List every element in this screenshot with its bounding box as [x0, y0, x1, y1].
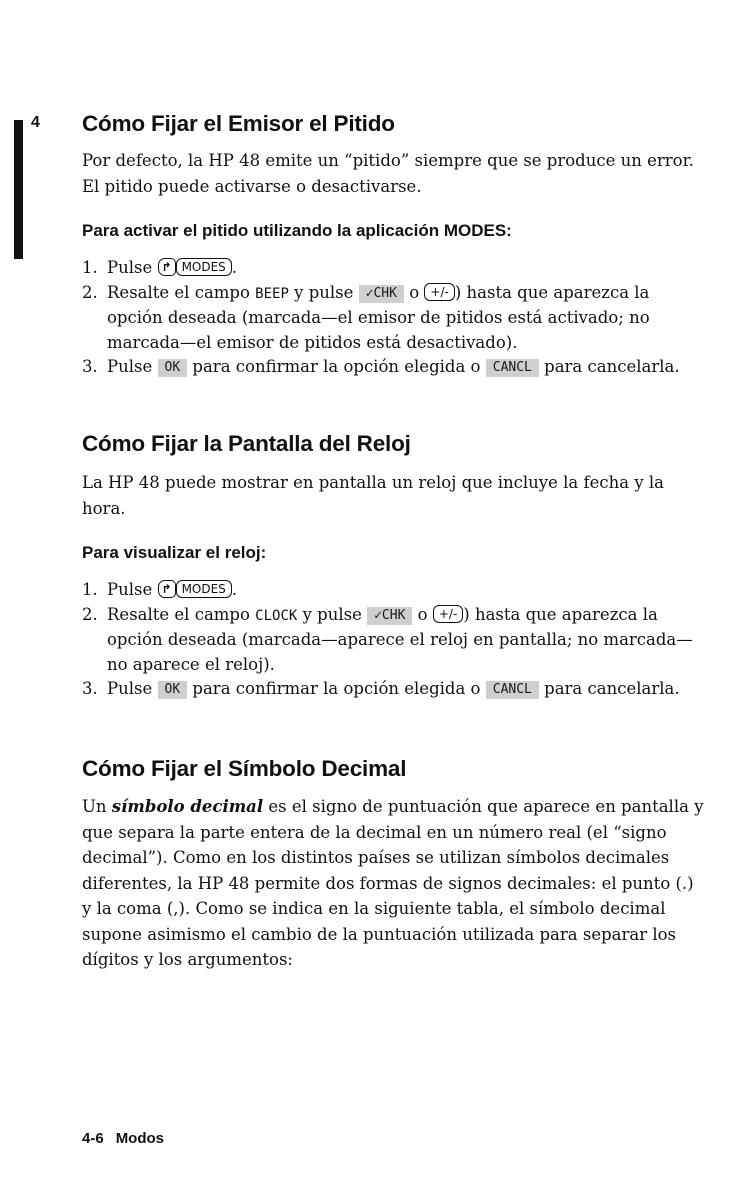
subheading-beep: Para activar el pitido utilizando la aplicación MODES: — [82, 221, 512, 240]
right-shift-key-icon: ↱ — [158, 580, 176, 598]
plus-minus-key: +/- — [424, 283, 454, 301]
section-title-beep: Cómo Fijar el Emisor el Pitido — [82, 111, 395, 136]
chapter-label: Modos — [115, 1130, 165, 1147]
section-intro-beep: Por defecto, la HP 48 emite un “pitido” siempre que se produce un error. El pitido puede activarse o desactivarse. — [82, 151, 694, 196]
chapter-tab-number: 4 — [31, 114, 40, 131]
chk-softkey: ✓CHK — [367, 607, 412, 625]
list-item: 3. Pulse OK para confirmar la opción elegida o CANCL para cancelarla. — [82, 357, 680, 376]
steps-beep — [82, 256, 707, 380]
modes-key: MODES — [176, 258, 232, 276]
term-decimal-symbol: símbolo decimal — [111, 797, 264, 816]
modes-key: MODES — [176, 580, 232, 598]
cancl-softkey: CANCL — [486, 359, 539, 377]
cancl-softkey: CANCL — [486, 681, 539, 699]
section-intro-decimal: Un símbolo decimal es el signo de puntuación que aparece en pantalla y que separa la parte entera de la decimal en un número real (el “signo decimal”). Como en los distintos países se utilizan símbolos decimales diferentes, la HP 48 permite dos formas de signos decimales: el punto (.) y la coma (,). Como se indica en la siguiente tabla, el símbolo decimal supone asimismo el cambio de la puntuación utilizada para separar los dígitos y los argumentos: — [82, 797, 704, 969]
section-title-clock: Cómo Fijar la Pantalla del Reloj — [82, 431, 411, 456]
page-number: 4-6 — [82, 1130, 104, 1147]
list-item: 2. Resalte el campo BEEP y pulse ✓CHK o +/- ) hasta que aparezca la opción deseada (marcada—el emisor de pitidos está activado; no marcada—el emisor de pitidos está desactivado). — [82, 282, 650, 352]
list-item: 1. Pulse ↱ MODES . — [82, 258, 238, 277]
ok-softkey: OK — [158, 681, 188, 699]
chapter-tab-bar — [14, 120, 23, 259]
page-footer — [82, 1130, 164, 1147]
field-name-beep: BEEP — [255, 285, 289, 302]
list-item: 2. Resalte el campo CLOCK y pulse ✓CHK o +/- ) hasta que aparezca la opción deseada (marcada—aparece el reloj en pantalla; no marcada—no aparece el reloj). — [82, 604, 693, 674]
steps-clock — [82, 578, 707, 702]
section-title-decimal: Cómo Fijar el Símbolo Decimal — [82, 756, 407, 781]
chk-softkey: ✓CHK — [359, 285, 404, 303]
plus-minus-key: +/- — [433, 605, 463, 623]
field-name-clock: CLOCK — [255, 607, 298, 624]
section-intro-clock: La HP 48 puede mostrar en pantalla un reloj que incluye la fecha y la hora. — [82, 473, 665, 518]
right-shift-key-icon: ↱ — [158, 258, 176, 276]
list-item: 1. Pulse ↱ MODES . — [82, 580, 238, 599]
ok-softkey: OK — [158, 359, 188, 377]
list-item: 3. Pulse OK para confirmar la opción elegida o CANCL para cancelarla. — [82, 679, 680, 698]
subheading-clock: Para visualizar el reloj: — [82, 543, 267, 562]
